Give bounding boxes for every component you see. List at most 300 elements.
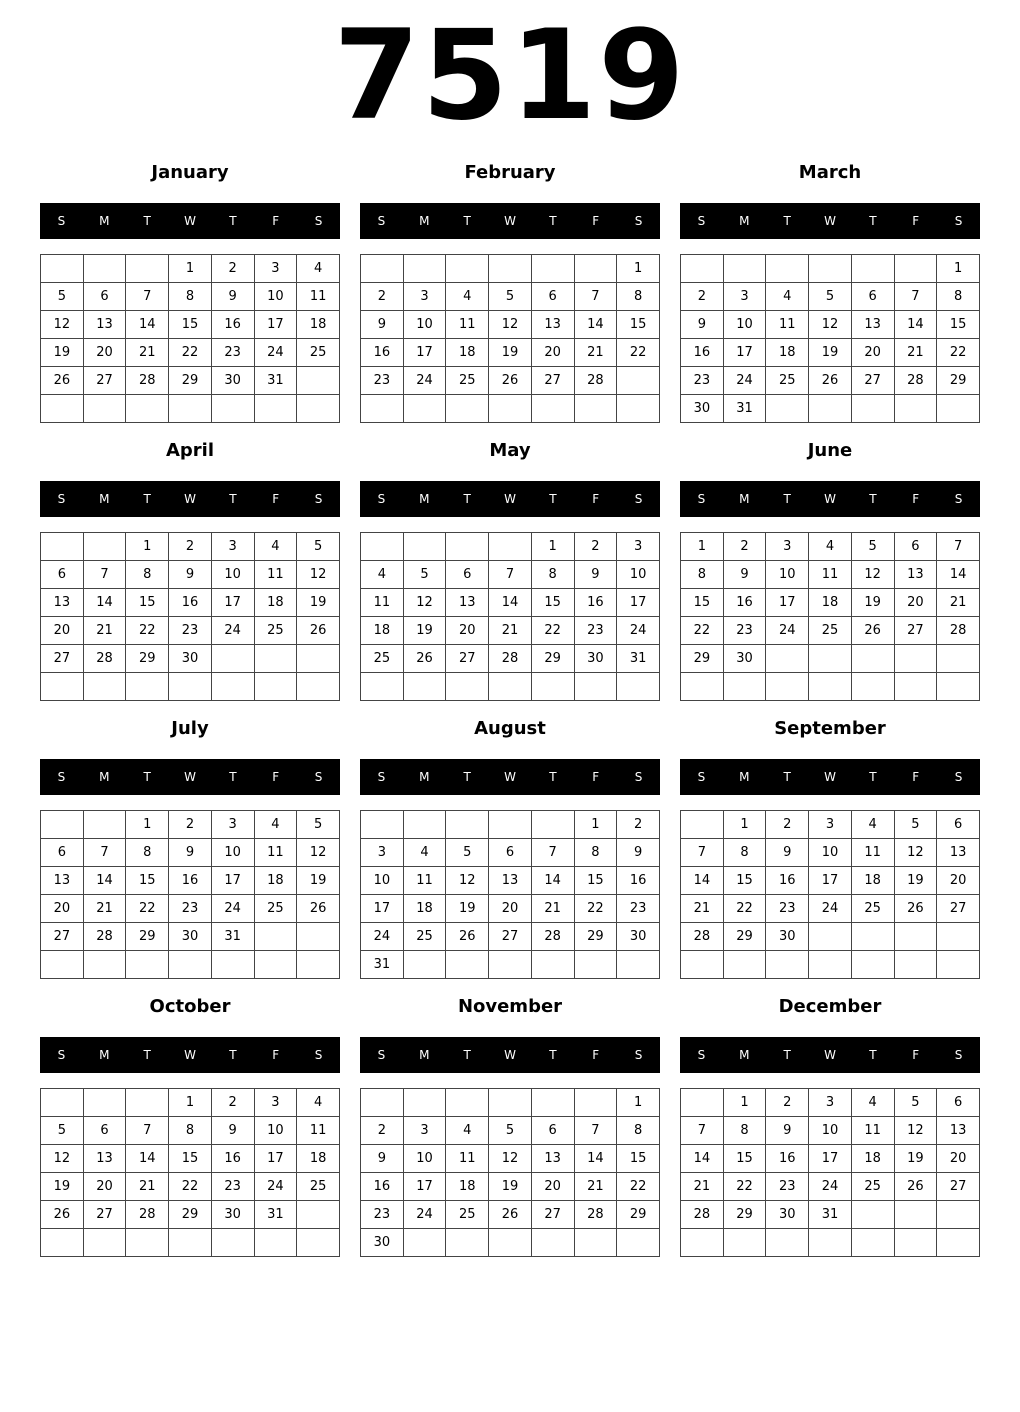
day-cell: 8 — [169, 283, 212, 311]
day-cell: 15 — [169, 311, 212, 339]
day-cell: 17 — [723, 339, 766, 367]
day-cell: 3 — [254, 1089, 297, 1117]
day-cell — [766, 1229, 809, 1257]
day-cell: 12 — [894, 839, 937, 867]
weekday-label: S — [954, 1048, 963, 1062]
day-cell: 2 — [617, 811, 660, 839]
day-cell: 1 — [126, 811, 169, 839]
day-cell: 28 — [574, 367, 617, 395]
day-cell: 8 — [574, 839, 617, 867]
day-cell — [361, 811, 404, 839]
week-row — [681, 283, 980, 311]
day-cell: 24 — [361, 923, 404, 951]
day-cell — [489, 533, 532, 561]
day-cell: 7 — [83, 561, 126, 589]
day-cell — [851, 923, 894, 951]
day-cell: 29 — [531, 645, 574, 673]
day-cell: 4 — [851, 811, 894, 839]
weekday-label: S — [377, 1048, 386, 1062]
day-cell: 25 — [851, 1173, 894, 1201]
weekday-label: T — [783, 1048, 791, 1062]
day-cell: 2 — [681, 283, 724, 311]
month-name: October — [149, 996, 231, 1017]
week-row — [41, 839, 340, 867]
day-cell: 3 — [403, 283, 446, 311]
weekday-label: F — [592, 1048, 600, 1062]
weekday-label: M — [419, 492, 430, 506]
day-cell: 2 — [361, 1117, 404, 1145]
day-cell — [681, 1229, 724, 1257]
day-cell — [489, 1229, 532, 1257]
day-cell: 25 — [361, 645, 404, 673]
year-title: 7519 — [333, 4, 687, 148]
day-cell: 1 — [937, 255, 980, 283]
day-cell — [894, 395, 937, 423]
day-cell — [894, 1201, 937, 1229]
day-cell — [617, 951, 660, 979]
month-name: December — [778, 996, 882, 1017]
day-cell: 24 — [809, 895, 852, 923]
day-cell — [531, 951, 574, 979]
week-row — [41, 255, 340, 283]
day-cell: 22 — [937, 339, 980, 367]
day-cell: 22 — [531, 617, 574, 645]
day-cell: 3 — [766, 533, 809, 561]
day-cell: 5 — [489, 1117, 532, 1145]
weekday-label: S — [634, 770, 643, 784]
day-grid — [680, 810, 980, 979]
week-row — [361, 1117, 660, 1145]
day-cell: 15 — [617, 1145, 660, 1173]
day-cell: 14 — [681, 867, 724, 895]
day-cell: 10 — [809, 839, 852, 867]
day-cell: 10 — [254, 1117, 297, 1145]
day-cell: 17 — [617, 589, 660, 617]
weekday-label: F — [592, 492, 600, 506]
weekday-label: S — [314, 214, 323, 228]
day-cell: 10 — [723, 311, 766, 339]
day-cell: 20 — [41, 617, 84, 645]
day-cell — [489, 395, 532, 423]
day-cell: 29 — [574, 923, 617, 951]
day-cell: 21 — [126, 339, 169, 367]
day-cell: 2 — [723, 533, 766, 561]
weekday-label: M — [739, 214, 750, 228]
day-cell: 13 — [83, 311, 126, 339]
day-cell — [766, 395, 809, 423]
week-row — [41, 561, 340, 589]
day-cell — [446, 673, 489, 701]
day-cell — [894, 923, 937, 951]
weekday-label: F — [912, 770, 920, 784]
weekday-label: S — [697, 1048, 706, 1062]
day-cell: 10 — [403, 311, 446, 339]
day-cell: 17 — [211, 589, 254, 617]
day-cell: 18 — [297, 311, 340, 339]
day-grid — [360, 1088, 660, 1257]
day-cell — [41, 811, 84, 839]
day-cell: 9 — [766, 1117, 809, 1145]
week-row — [41, 395, 340, 423]
day-cell: 5 — [297, 811, 340, 839]
day-cell: 28 — [937, 617, 980, 645]
day-cell: 16 — [766, 1145, 809, 1173]
day-cell — [723, 1229, 766, 1257]
day-cell: 25 — [254, 617, 297, 645]
day-cell: 2 — [766, 1089, 809, 1117]
day-cell: 9 — [211, 1117, 254, 1145]
day-cell: 4 — [446, 283, 489, 311]
month-name: February — [464, 162, 556, 183]
weekday-label: S — [57, 770, 66, 784]
day-cell: 7 — [531, 839, 574, 867]
day-cell: 5 — [41, 1117, 84, 1145]
week-row — [41, 1117, 340, 1145]
day-cell — [531, 811, 574, 839]
day-cell: 8 — [937, 283, 980, 311]
day-cell — [361, 1089, 404, 1117]
day-cell: 17 — [809, 1145, 852, 1173]
weekday-label: M — [739, 1048, 750, 1062]
day-cell: 1 — [617, 1089, 660, 1117]
day-cell: 17 — [766, 589, 809, 617]
day-cell: 4 — [254, 811, 297, 839]
weekday-label: M — [419, 770, 430, 784]
day-cell: 6 — [83, 1117, 126, 1145]
week-row — [361, 283, 660, 311]
week-row — [681, 1201, 980, 1229]
day-grid — [40, 532, 340, 701]
week-row — [361, 1089, 660, 1117]
day-cell: 27 — [83, 1201, 126, 1229]
day-cell: 13 — [531, 311, 574, 339]
day-cell: 15 — [681, 589, 724, 617]
day-cell — [254, 923, 297, 951]
weekday-label: W — [184, 214, 196, 228]
weekday-header — [40, 481, 340, 517]
day-cell: 7 — [681, 1117, 724, 1145]
week-row — [681, 839, 980, 867]
weekday-label: W — [504, 1048, 516, 1062]
day-cell: 5 — [894, 1089, 937, 1117]
day-cell: 31 — [254, 1201, 297, 1229]
week-row — [41, 645, 340, 673]
day-cell — [297, 1201, 340, 1229]
weekday-header — [360, 759, 660, 795]
day-cell — [809, 255, 852, 283]
day-cell: 23 — [169, 895, 212, 923]
month-name: March — [798, 162, 862, 183]
day-cell: 6 — [41, 561, 84, 589]
day-cell: 17 — [809, 867, 852, 895]
day-cell: 30 — [723, 645, 766, 673]
day-cell: 15 — [617, 311, 660, 339]
day-cell: 10 — [361, 867, 404, 895]
day-cell — [41, 395, 84, 423]
day-cell: 21 — [83, 895, 126, 923]
day-cell: 22 — [723, 895, 766, 923]
day-cell: 19 — [297, 589, 340, 617]
day-cell — [894, 1229, 937, 1257]
day-cell: 17 — [361, 895, 404, 923]
day-cell: 16 — [211, 311, 254, 339]
day-cell: 6 — [894, 533, 937, 561]
week-row — [681, 867, 980, 895]
day-grid — [360, 810, 660, 979]
day-cell: 4 — [851, 1089, 894, 1117]
weekday-label: W — [824, 1048, 836, 1062]
day-cell: 10 — [254, 283, 297, 311]
weekday-label: W — [824, 492, 836, 506]
day-cell: 9 — [211, 283, 254, 311]
day-cell — [83, 811, 126, 839]
day-cell: 13 — [489, 867, 532, 895]
day-cell: 24 — [211, 617, 254, 645]
weekday-header — [680, 1037, 980, 1073]
day-cell: 20 — [851, 339, 894, 367]
day-cell: 8 — [169, 1117, 212, 1145]
month-name: May — [489, 440, 531, 461]
weekday-label: T — [143, 214, 151, 228]
day-cell: 6 — [489, 839, 532, 867]
day-cell: 6 — [446, 561, 489, 589]
weekday-label: T — [463, 770, 471, 784]
day-cell: 25 — [446, 367, 489, 395]
week-row — [681, 923, 980, 951]
day-cell: 29 — [723, 923, 766, 951]
week-row — [681, 561, 980, 589]
day-cell — [894, 951, 937, 979]
day-cell: 7 — [574, 1117, 617, 1145]
day-cell: 18 — [297, 1145, 340, 1173]
day-cell: 20 — [83, 1173, 126, 1201]
day-cell: 19 — [489, 339, 532, 367]
weekday-label: S — [954, 492, 963, 506]
day-cell: 30 — [681, 395, 724, 423]
month-name: August — [474, 718, 546, 739]
day-cell: 7 — [489, 561, 532, 589]
weekday-label: S — [634, 1048, 643, 1062]
weekday-label: M — [739, 770, 750, 784]
day-cell: 22 — [723, 1173, 766, 1201]
day-cell: 1 — [617, 255, 660, 283]
day-cell — [83, 255, 126, 283]
day-cell: 8 — [126, 561, 169, 589]
day-cell: 7 — [126, 283, 169, 311]
day-cell — [211, 395, 254, 423]
month-name: July — [171, 718, 209, 739]
day-cell: 6 — [851, 283, 894, 311]
day-cell: 8 — [681, 561, 724, 589]
day-cell: 3 — [211, 533, 254, 561]
day-cell: 25 — [446, 1201, 489, 1229]
day-cell: 8 — [617, 283, 660, 311]
day-cell: 29 — [937, 367, 980, 395]
weekday-label: F — [912, 214, 920, 228]
day-cell — [446, 395, 489, 423]
day-cell: 27 — [937, 895, 980, 923]
week-row — [681, 1173, 980, 1201]
week-row — [681, 1117, 980, 1145]
day-cell: 26 — [297, 617, 340, 645]
week-row — [41, 673, 340, 701]
day-cell: 22 — [126, 895, 169, 923]
day-cell — [723, 255, 766, 283]
day-cell: 28 — [894, 367, 937, 395]
week-row — [681, 589, 980, 617]
day-cell — [574, 1229, 617, 1257]
day-cell: 21 — [83, 617, 126, 645]
day-cell: 28 — [489, 645, 532, 673]
day-cell: 10 — [211, 839, 254, 867]
day-cell — [617, 1229, 660, 1257]
day-cell: 13 — [937, 839, 980, 867]
day-cell: 5 — [297, 533, 340, 561]
day-cell — [403, 811, 446, 839]
day-cell: 24 — [723, 367, 766, 395]
day-cell: 9 — [361, 1145, 404, 1173]
day-cell: 2 — [169, 533, 212, 561]
day-cell — [809, 951, 852, 979]
day-cell: 21 — [937, 589, 980, 617]
day-cell — [723, 673, 766, 701]
day-cell — [851, 1229, 894, 1257]
weekday-label: T — [463, 492, 471, 506]
day-cell: 4 — [766, 283, 809, 311]
day-cell: 14 — [126, 1145, 169, 1173]
day-cell: 2 — [574, 533, 617, 561]
day-cell: 27 — [489, 923, 532, 951]
day-cell: 4 — [403, 839, 446, 867]
weekday-label: T — [869, 214, 877, 228]
day-cell — [937, 1229, 980, 1257]
weekday-label: T — [229, 1048, 237, 1062]
month-name: September — [774, 718, 886, 739]
day-cell — [809, 673, 852, 701]
day-cell: 11 — [254, 561, 297, 589]
day-cell — [809, 1229, 852, 1257]
day-cell — [361, 255, 404, 283]
day-cell: 30 — [361, 1229, 404, 1257]
day-cell — [574, 255, 617, 283]
day-cell — [126, 255, 169, 283]
day-cell: 8 — [126, 839, 169, 867]
day-cell — [41, 1229, 84, 1257]
day-cell — [851, 673, 894, 701]
day-cell — [446, 951, 489, 979]
day-cell — [41, 533, 84, 561]
day-cell: 14 — [937, 561, 980, 589]
day-cell: 23 — [361, 1201, 404, 1229]
day-cell: 23 — [211, 1173, 254, 1201]
day-cell — [851, 645, 894, 673]
day-cell: 22 — [617, 339, 660, 367]
week-row — [361, 367, 660, 395]
weekday-label: M — [419, 214, 430, 228]
day-cell: 17 — [403, 339, 446, 367]
day-cell: 15 — [937, 311, 980, 339]
day-cell: 26 — [297, 895, 340, 923]
week-row — [361, 311, 660, 339]
weekday-label: T — [783, 492, 791, 506]
day-cell: 30 — [169, 645, 212, 673]
weekday-label: S — [697, 492, 706, 506]
day-cell — [937, 395, 980, 423]
weekday-label: S — [697, 214, 706, 228]
day-cell: 9 — [169, 561, 212, 589]
day-cell: 19 — [851, 589, 894, 617]
day-cell: 29 — [126, 645, 169, 673]
day-cell: 14 — [531, 867, 574, 895]
weekday-label: W — [184, 770, 196, 784]
day-cell: 12 — [297, 561, 340, 589]
day-cell: 21 — [126, 1173, 169, 1201]
week-row — [681, 811, 980, 839]
week-row — [361, 895, 660, 923]
day-cell: 5 — [809, 283, 852, 311]
day-cell — [766, 255, 809, 283]
day-cell: 4 — [361, 561, 404, 589]
week-row — [41, 1089, 340, 1117]
day-cell: 30 — [617, 923, 660, 951]
day-cell — [937, 645, 980, 673]
day-cell: 2 — [766, 811, 809, 839]
day-cell: 22 — [574, 895, 617, 923]
day-cell — [851, 255, 894, 283]
weekday-label: S — [697, 770, 706, 784]
day-cell: 14 — [489, 589, 532, 617]
day-cell: 25 — [297, 1173, 340, 1201]
day-cell — [723, 951, 766, 979]
week-row — [361, 1173, 660, 1201]
weekday-header — [40, 203, 340, 239]
day-cell: 16 — [766, 867, 809, 895]
day-cell: 12 — [894, 1117, 937, 1145]
day-cell: 27 — [851, 367, 894, 395]
day-cell — [809, 923, 852, 951]
day-cell — [211, 951, 254, 979]
day-cell — [617, 395, 660, 423]
weekday-label: S — [57, 1048, 66, 1062]
day-cell — [894, 673, 937, 701]
weekday-header — [360, 1037, 660, 1073]
day-grid — [40, 810, 340, 979]
day-cell: 3 — [361, 839, 404, 867]
day-cell: 21 — [574, 1173, 617, 1201]
day-cell: 16 — [211, 1145, 254, 1173]
weekday-label: F — [592, 214, 600, 228]
day-cell: 21 — [681, 895, 724, 923]
day-cell: 15 — [126, 589, 169, 617]
day-cell — [681, 673, 724, 701]
day-cell — [403, 1229, 446, 1257]
week-row — [361, 255, 660, 283]
day-cell: 3 — [211, 811, 254, 839]
day-cell — [489, 1089, 532, 1117]
day-cell: 12 — [851, 561, 894, 589]
day-cell: 27 — [446, 645, 489, 673]
day-cell: 17 — [254, 1145, 297, 1173]
weekday-label: F — [912, 1048, 920, 1062]
day-cell: 31 — [211, 923, 254, 951]
week-row — [41, 895, 340, 923]
day-cell — [809, 645, 852, 673]
week-row — [41, 1173, 340, 1201]
day-cell — [531, 255, 574, 283]
day-cell: 12 — [489, 1145, 532, 1173]
weekday-label: T — [143, 770, 151, 784]
day-cell: 30 — [766, 1201, 809, 1229]
